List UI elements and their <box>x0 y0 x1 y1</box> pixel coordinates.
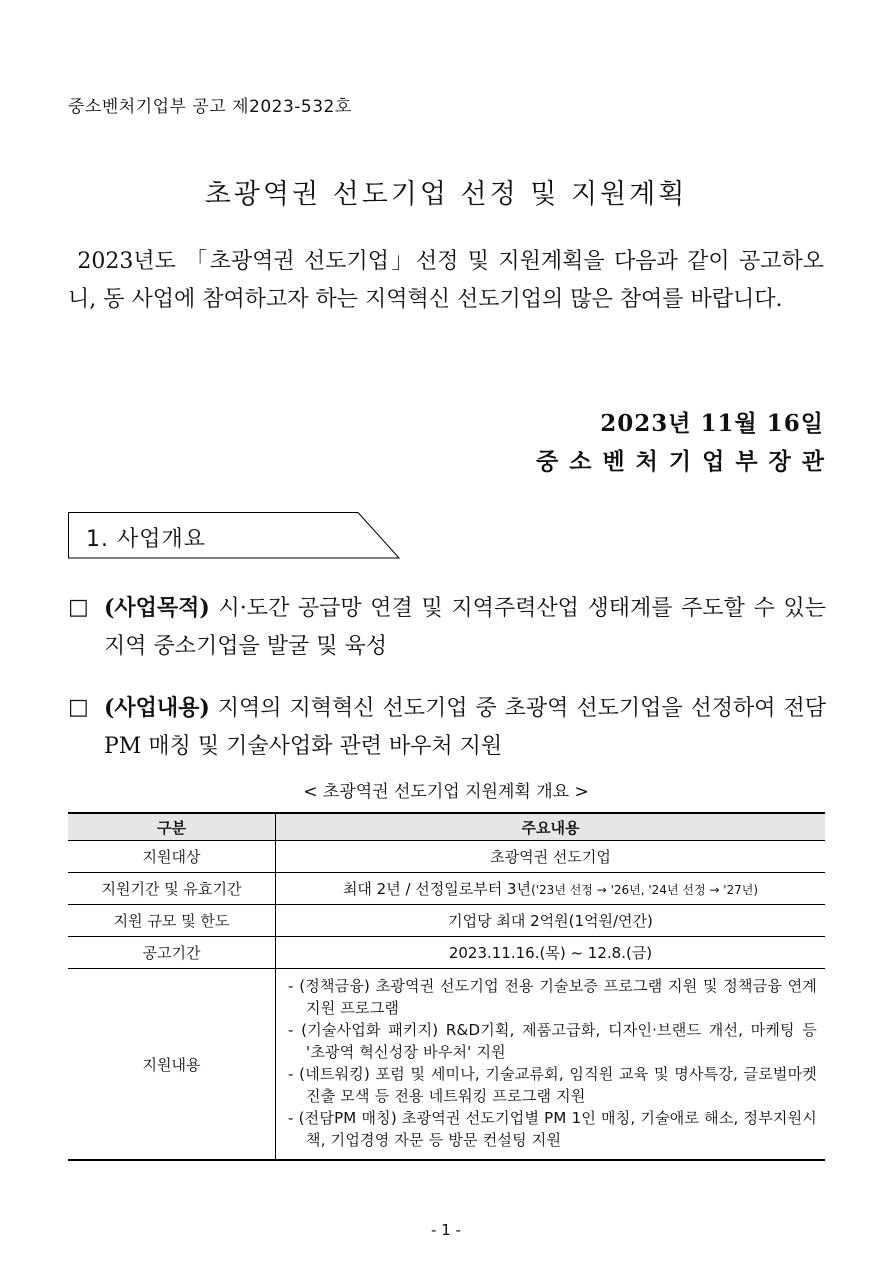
intro-text: 2023년도 「초광역권 선도기업」선정 및 지원계획을 다음과 같이 공고하오니, 동 사업에 참여하고자 하는 지역혁신 선도기업의 많은 참여를 바랍니다. <box>68 249 825 312</box>
section-heading: 1. 사업개요 <box>86 527 206 552</box>
table-row <box>68 937 825 969</box>
table-header-row <box>68 813 825 841</box>
list-item: - (정책금융) 초광역권 선도기업 전용 기술보증 프로그램 지원 및 정책금융 연계지원 프로그램 <box>288 977 817 1017</box>
row-note: ('23년 선정 → '26년, '24년 선정 → '27년) <box>531 883 759 897</box>
column-header: 주요내용 <box>276 813 826 841</box>
document-title: 초광역권 선도기업 선정 및 지원계획 <box>204 179 688 210</box>
page-number: - 1 - <box>431 1221 461 1239</box>
list-item: - (기술사업화 패키지) R&D기획, 제품고급화, 디자인·브랜드 개선, 마케팅 등 '초광역 혁신성장 바우처' 지원 <box>288 1021 817 1061</box>
list-item: - (전담PM 매칭) 초광역권 선도기업별 PM 1인 매칭, 기술애로 해소, 정부지원시책, 기업경영 자문 등 방문 컨설팅 지원 <box>288 1109 817 1149</box>
checkbox-marker-icon: □ <box>68 695 89 720</box>
row-value: 기업당 최대 2억원(1억원/연간) <box>276 905 826 937</box>
checkbox-marker-icon: □ <box>68 595 89 620</box>
intro-paragraph <box>68 243 824 319</box>
row-value: 최대 2년 / 선정일로부터 3년 <box>342 880 532 898</box>
table-caption: < 초광역권 선도기업 지원계획 개요 > <box>303 782 589 802</box>
bullet-key: (사업내용) <box>104 695 210 721</box>
bullet-key: (사업목적) <box>104 595 210 621</box>
row-value: 2023.11.16.(목) ~ 12.8.(금) <box>276 937 826 969</box>
notice-number: 중소벤처기업부 공고 제2023-532호 <box>68 97 352 117</box>
bullet-text: 시·도간 공급망 연결 및 지역주력산업 생태계를 주도할 수 있는 지역 중소기업을 발굴 및 육성 <box>104 596 826 659</box>
row-value: 초광역권 선도기업 <box>276 841 826 873</box>
row-label: 공고기간 <box>68 937 276 969</box>
row-label: 지원기간 및 유효기간 <box>68 873 276 905</box>
row-label: 지원 규모 및 한도 <box>68 905 276 937</box>
ministry-signature: 중소벤처기업부장관 <box>536 449 835 475</box>
row-value-cell <box>276 873 826 905</box>
column-header: 구분 <box>68 813 276 841</box>
row-label: 지원대상 <box>68 841 276 873</box>
table-row <box>68 969 825 1161</box>
bullet-purpose <box>68 589 826 666</box>
bullet-content <box>68 689 826 766</box>
bullet-text: 지역의 지혁혁신 선도기업 중 초광역 선도기업을 선정하여 전담PM 매칭 및 기술사업화 관련 바우처 지원 <box>104 696 826 759</box>
overview-table <box>68 812 825 1161</box>
announcement-date: 2023년 11월 16일 <box>600 410 824 437</box>
section-heading-box <box>68 512 400 560</box>
table-row <box>68 873 825 905</box>
table-row <box>68 841 825 873</box>
table-row <box>68 905 825 937</box>
list-item: - (네트워킹) 포럼 및 세미나, 기술교류회, 임직원 교육 및 명사특강, 글로벌마켓 진출 모색 등 전용 네트워킹 프로그램 지원 <box>288 1065 817 1105</box>
row-label: 지원내용 <box>68 969 276 1161</box>
support-content-list <box>276 969 826 1161</box>
